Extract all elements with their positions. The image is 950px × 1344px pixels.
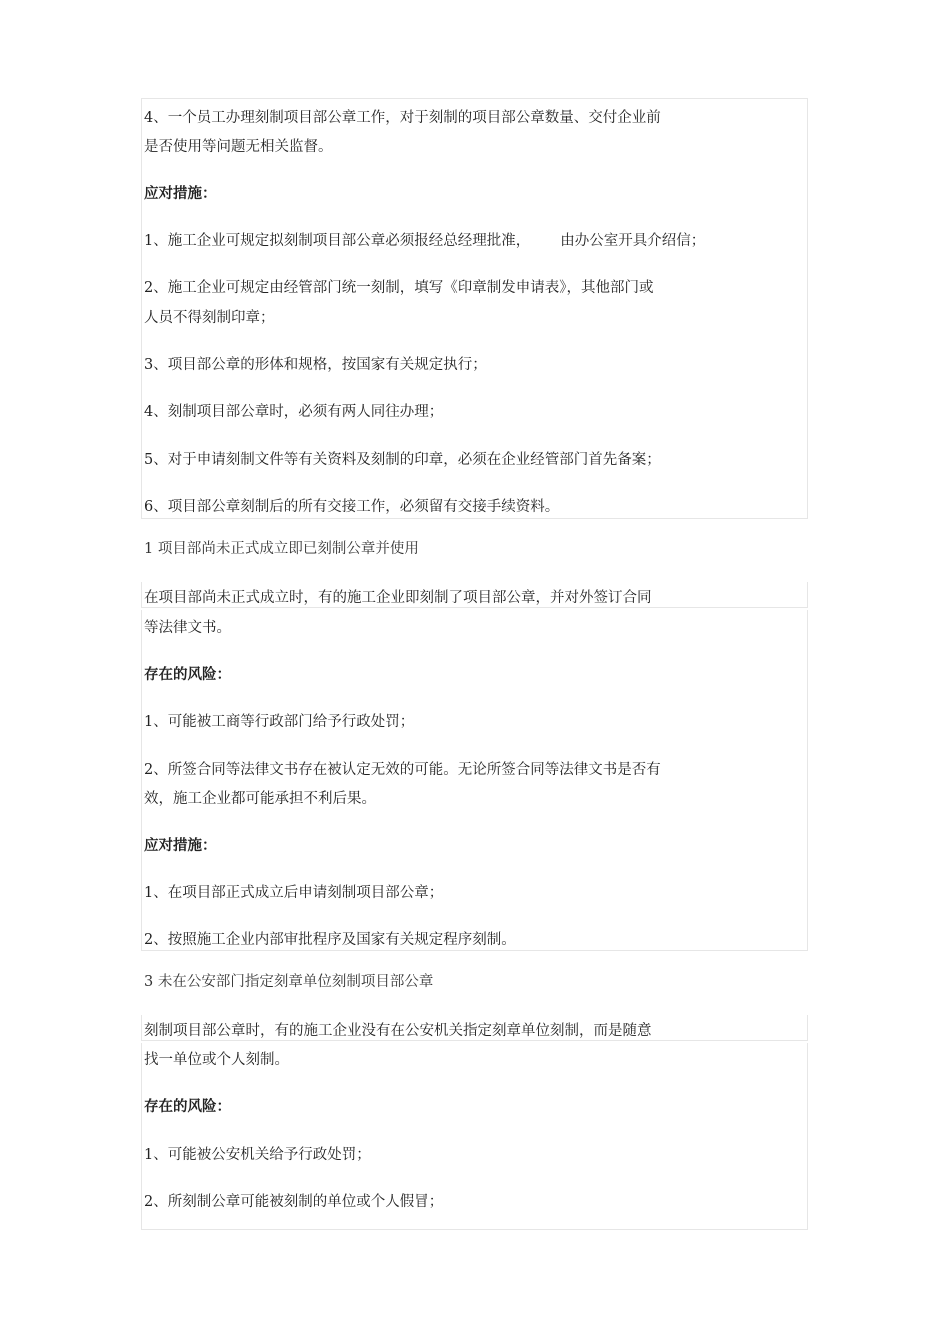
paragraph: 4、一个员工办理刻制项目部公章工作，对于刻制的项目部公章数量、交付企业前 <box>144 110 661 126</box>
measures-label: 应对措施： <box>144 837 217 854</box>
risk-item: 2、所刻制公章可能被刻制的单位或个人假冒； <box>144 1194 444 1210</box>
measure-text: 由办公室开具介绍信； <box>560 233 706 249</box>
risk-item: 效，施工企业都可能承担不利后果。 <box>144 791 376 807</box>
measure-item: 2、施工企业可规定由经管部门统一刻制，填写《印章制发申请表》，其他部门或 <box>144 280 654 296</box>
risk-item: 2、所签合同等法律文书存在被认定无效的可能。无论所签合同等法律文书是否有 <box>144 762 661 778</box>
risk-label: 存在的风险： <box>144 1098 231 1115</box>
section-heading: 1 项目部尚未正式成立即已刻制公章并使用 <box>144 541 419 557</box>
risk-label: 存在的风险： <box>144 666 231 683</box>
paragraph: 找一单位或个人刻制。 <box>144 1052 289 1068</box>
paragraph: 在项目部尚未正式成立时，有的施工企业即刻制了项目部公章，并对外签订合同 <box>144 590 652 606</box>
measure-item: 1、在项目部正式成立后申请刻制项目部公章； <box>144 885 444 901</box>
paragraph: 等法律文书。 <box>144 620 231 636</box>
risk-item: 1、可能被工商等行政部门给予行政处罚； <box>144 714 415 730</box>
measure-item: 6、项目部公章刻制后的所有交接工作，必须留有交接手续资料。 <box>144 499 560 515</box>
measure-item: 2、按照施工企业内部审批程序及国家有关规定程序刻制。 <box>144 932 516 948</box>
risk-item: 1、可能被公安机关给予行政处罚； <box>144 1147 371 1163</box>
measure-item: 4、刻制项目部公章时，必须有两人同往办理； <box>144 404 444 420</box>
measure-item: 5、对于申请刻制文件等有关资料及刻制的印章，必须在企业经管部门首先备案； <box>144 452 661 468</box>
paragraph: 是否使用等问题无相关监督。 <box>144 139 333 155</box>
measure-item <box>144 227 804 255</box>
measures-label: 应对措施： <box>144 185 217 202</box>
measure-text: 1、施工企业可规定拟刻制项目部公章必须报经总经理批准， <box>144 233 531 249</box>
paragraph: 刻制项目部公章时，有的施工企业没有在公安机关指定刻章单位刻制，而是随意 <box>144 1023 652 1039</box>
measure-item: 3、项目部公章的形体和规格，按国家有关规定执行； <box>144 357 487 373</box>
section-heading: 3 未在公安部门指定刻章单位刻制项目部公章 <box>144 974 434 990</box>
measure-item: 人员不得刻制印章； <box>144 310 275 326</box>
